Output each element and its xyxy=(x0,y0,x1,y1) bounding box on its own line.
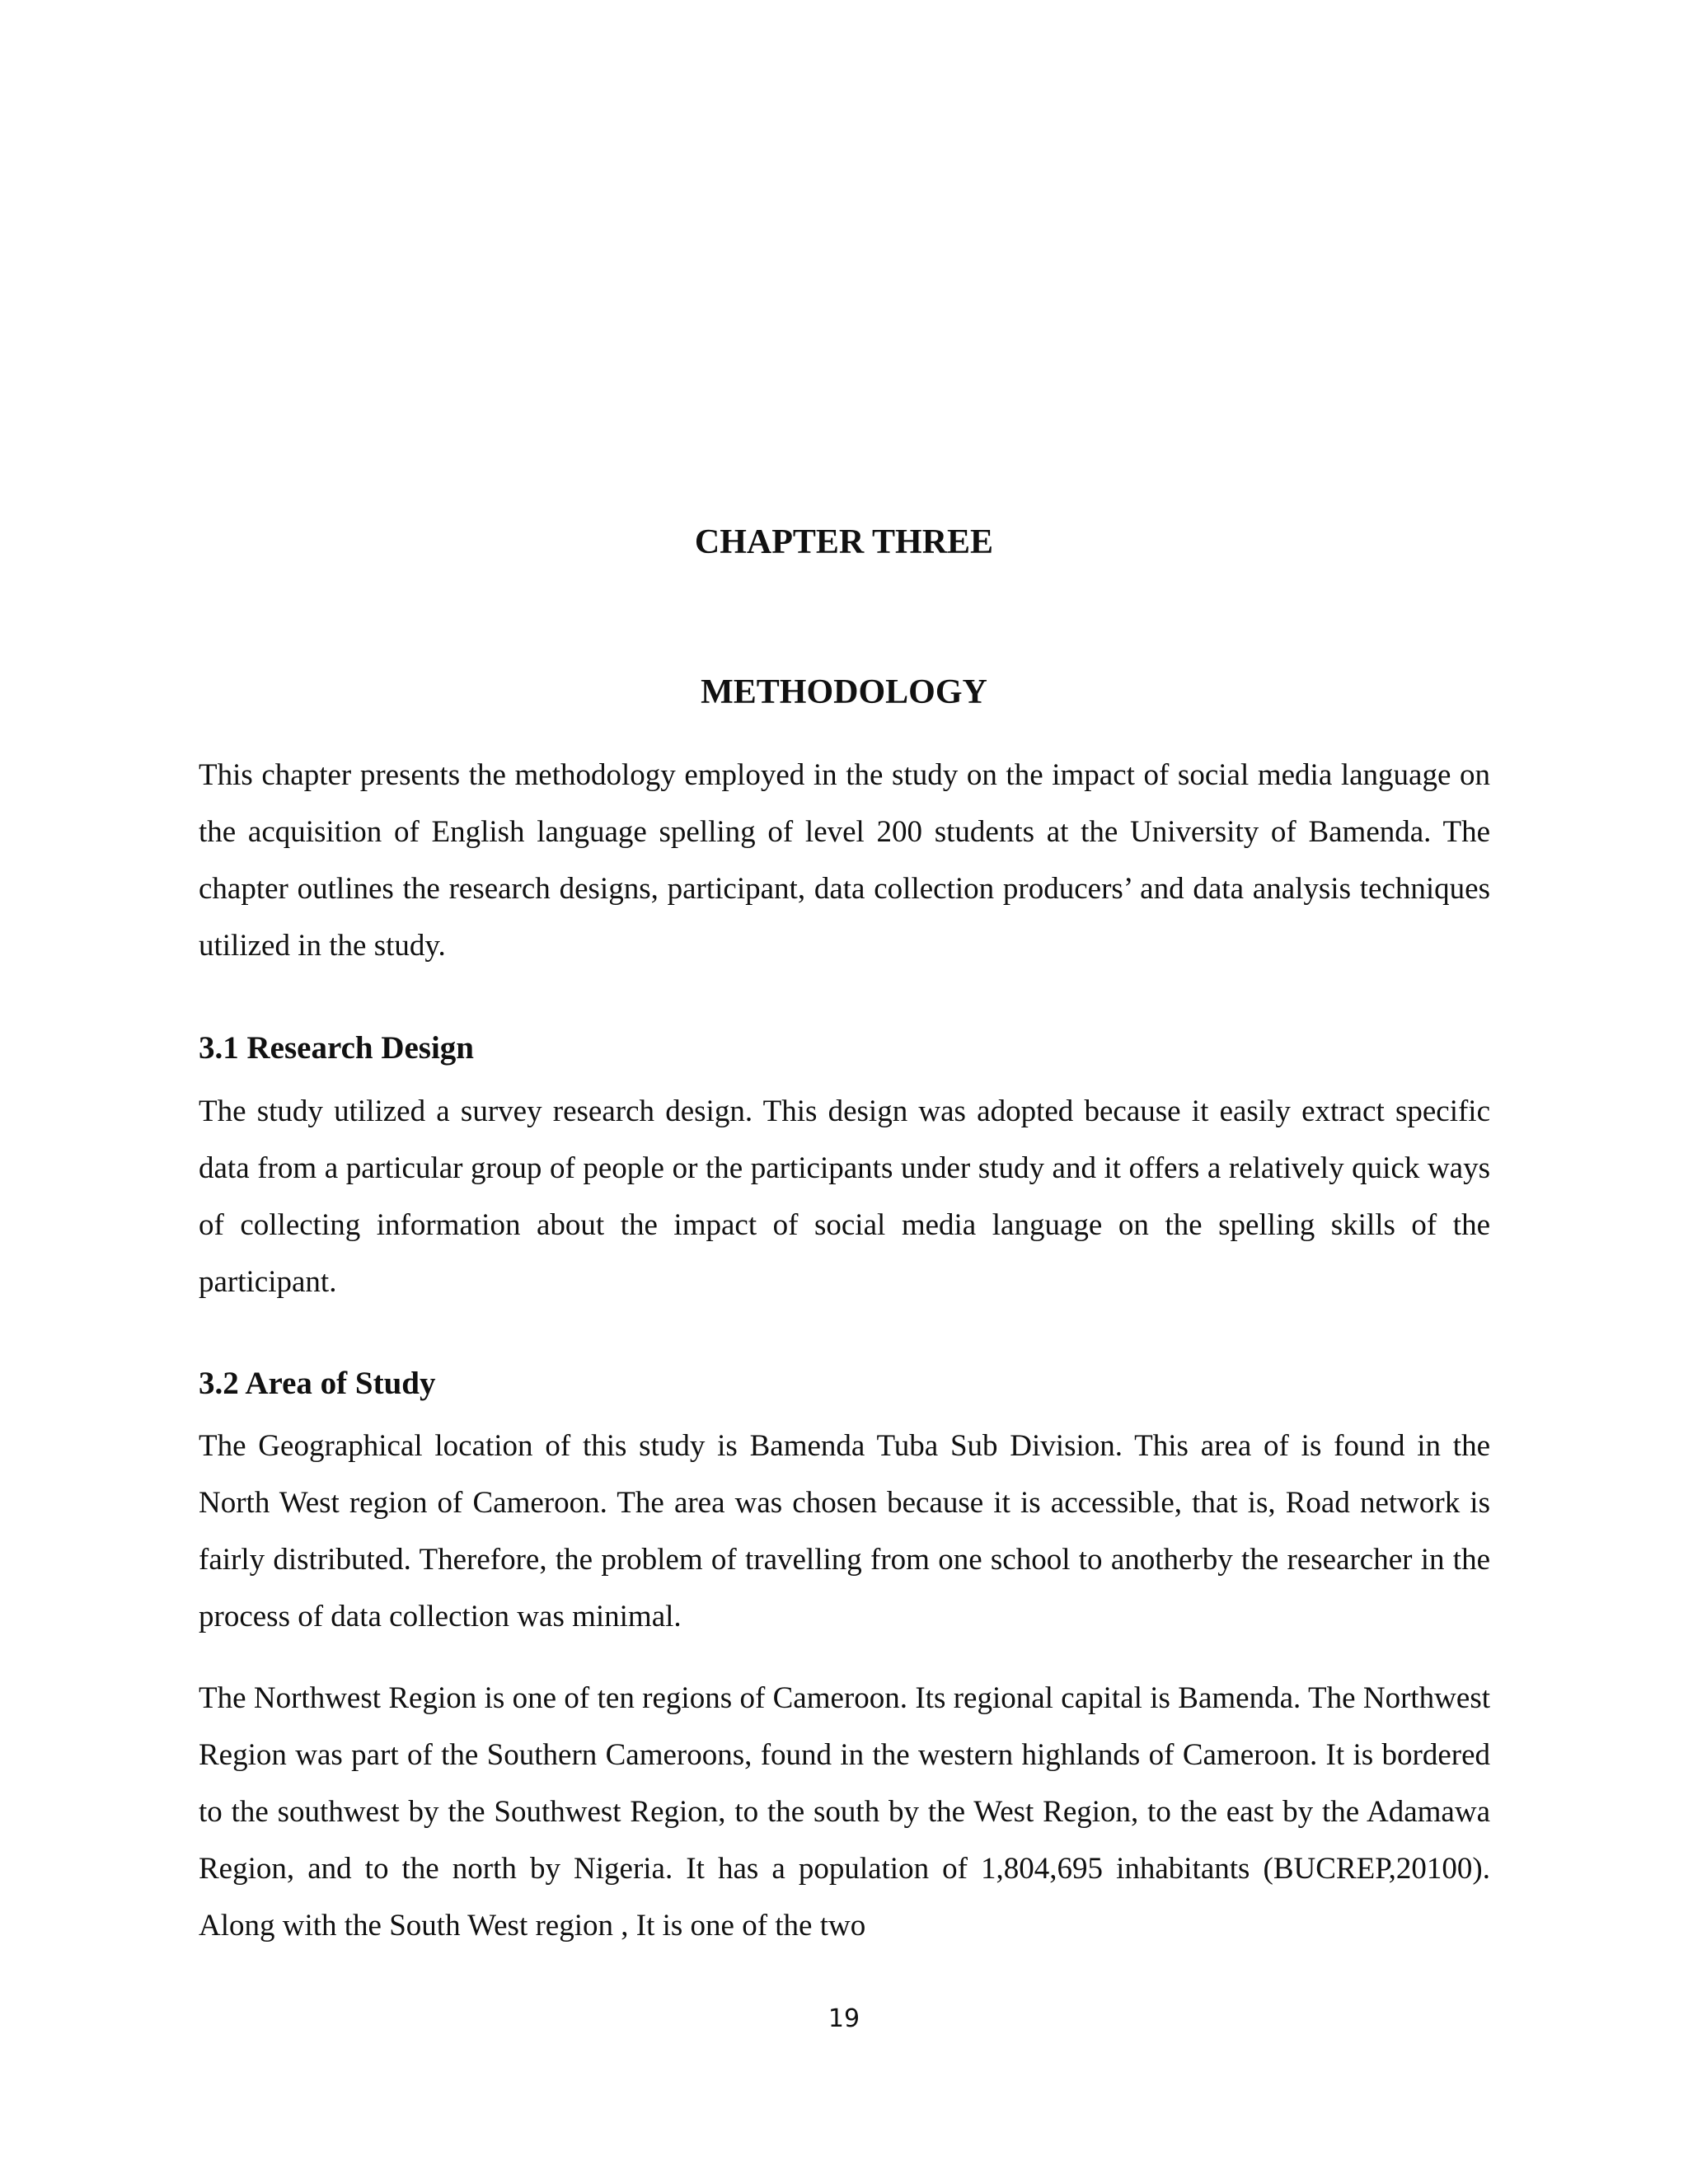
chapter-label: CHAPTER THREE xyxy=(694,523,994,561)
intro-paragraph: This chapter presents the methodology employed in the study on the impact of social media language on the acquisition of English language spelling of level 200 students at the University of Bamenda. The chapter outlines the research designs, participant, data collection producers’ and data analysis techniques utilized in the study. xyxy=(199,758,1490,963)
northwest-region-paragraph: The Northwest Region is one of ten regions of Cameroon. Its regional capital is Bamenda. The Northwest Region was part of the Southern Cameroons, found in the western highlands of Cameroon. It is bordered to the southwest by the Southwest Region, to the south by the West Region, to the east by the Adamawa Region, and to the north by Nigeria. It has a population of 1,804,695 inhabitants (BUCREP,20100). Along with the South West region , It is one of the two xyxy=(199,1681,1490,1943)
section-heading-research-design: 3.1 Research Design xyxy=(199,1030,474,1066)
chapter-title: METHODOLOGY xyxy=(701,673,987,711)
research-design-paragraph: The study utilized a survey research design. This design was adopted because it easily extract specific data from a particular group of people or the participants under study and it offers a relatively quick ways of collecting information about the impact of social media language on the spelling skills of the participant. xyxy=(199,1094,1490,1299)
area-of-study-paragraph: The Geographical location of this study is Bamenda Tuba Sub Division. This area of is found in the North West region of Cameroon. The area was chosen because it is accessible, that is, Road network is fairly distributed. Therefore, the problem of travelling from one school to anotherby the researcher in the process of data collection was minimal. xyxy=(199,1429,1490,1633)
section-heading-area-of-study: 3.2 Area of Study xyxy=(199,1366,436,1401)
page-number: 19 xyxy=(828,2004,860,2033)
